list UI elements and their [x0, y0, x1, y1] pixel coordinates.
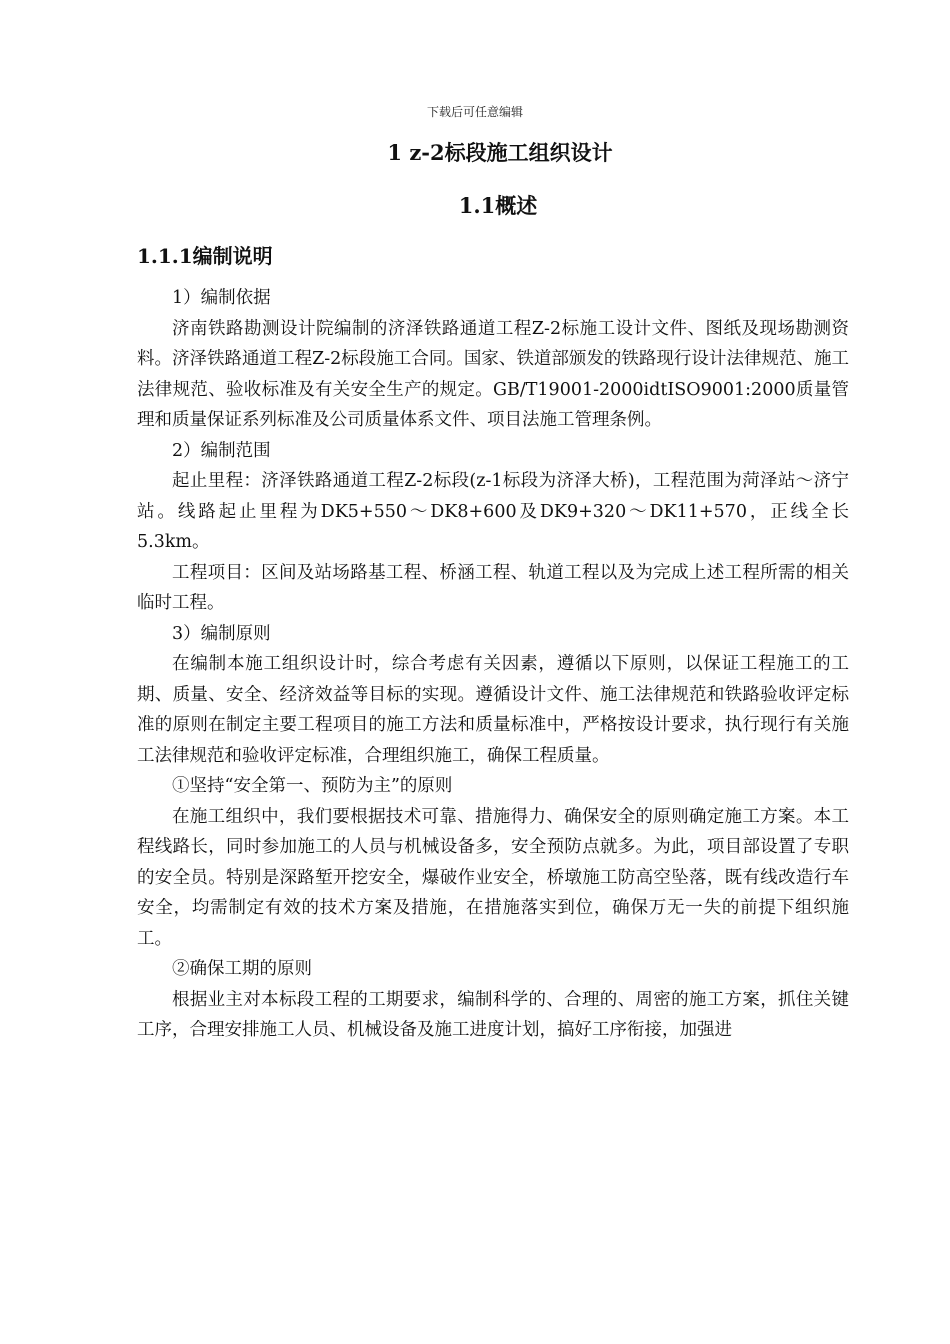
paragraph-schedule-heading: ②确保工期的原则	[172, 959, 312, 979]
paragraph-principles-heading: 3）编制原则	[172, 623, 271, 644]
paragraph-principles-text: 在编制本施工组织设计时，综合考虑有关因素，遵循以下原则，以保证工程施工的工期、质量、安全、经济效益等目标的实现。遵循设计文件、施工法律规范和铁路验收评定标准的原则在制定主要工程项目的施工方法和质量标准中，严格按设计要求，执行现行有关施工法律规范和验收评定标准，合理组织施工，确保工程质量。	[137, 654, 849, 766]
header-note: 下载后可任意编辑	[426, 105, 523, 119]
paragraph-safety-heading: ①坚持“安全第一、预防为主”的原则	[172, 776, 453, 796]
paragraph-basis-heading: 1）编制依据	[172, 288, 271, 308]
subsection-heading: 1.1.1编制说明	[137, 244, 273, 268]
document-body	[137, 283, 849, 1046]
section-heading: 1.1概述	[458, 193, 538, 218]
paragraph-scope-items: 工程项目：区间及站场路基工程、桥涵工程、轨道工程以及为完成上述工程所需的相关临时工程。	[137, 562, 849, 613]
document-title: 1 z-2标段施工组织设计	[387, 140, 613, 165]
paragraph-scope-heading: 2）编制范围	[172, 440, 271, 461]
paragraph-schedule-text: 根据业主对本标段工程的工期要求，编制科学的、合理的、周密的施工方案，抓住关键工序，合理安排施工人员、机械设备及施工进度计划，搞好工序衔接，加强进	[137, 989, 849, 1040]
paragraph-safety-text: 在施工组织中，我们要根据技术可靠、措施得力、确保安全的原则确定施工方案。本工程线路长，同时参加施工的人员与机械设备多，安全预防点就多。为此，项目部设置了专职的安全员。特别是深路堑开挖安全，爆破作业安全，桥墩施工防高空坠落，既有线改造行车安全，均需制定有效的技术方案及措施，在措施落实到位，确保万无一失的前提下组织施工。	[137, 806, 849, 949]
paragraph-basis-text: 济南铁路勘测设计院编制的济泽铁路通道工程Z-2标施工设计文件、图纸及现场勘测资料。济泽铁路通道工程Z-2标段施工合同。国家、铁道部颁发的铁路现行设计法律规范、施工法律规范、验收标准及有关安全生产的规定。GB/T19001-2000idtISO9001:2000质量管理和质量保证系列标准及公司质量体系文件、项目法施工管理条例。	[137, 318, 849, 430]
paragraph-scope-mileage: 起止里程：济泽铁路通道工程Z-2标段(z-1标段为济泽大桥)，工程范围为菏泽站～济宁站。线路起止里程为DK5+550～DK8+600及DK9+320～DK11+570，正线全长5.3km。	[137, 471, 849, 552]
